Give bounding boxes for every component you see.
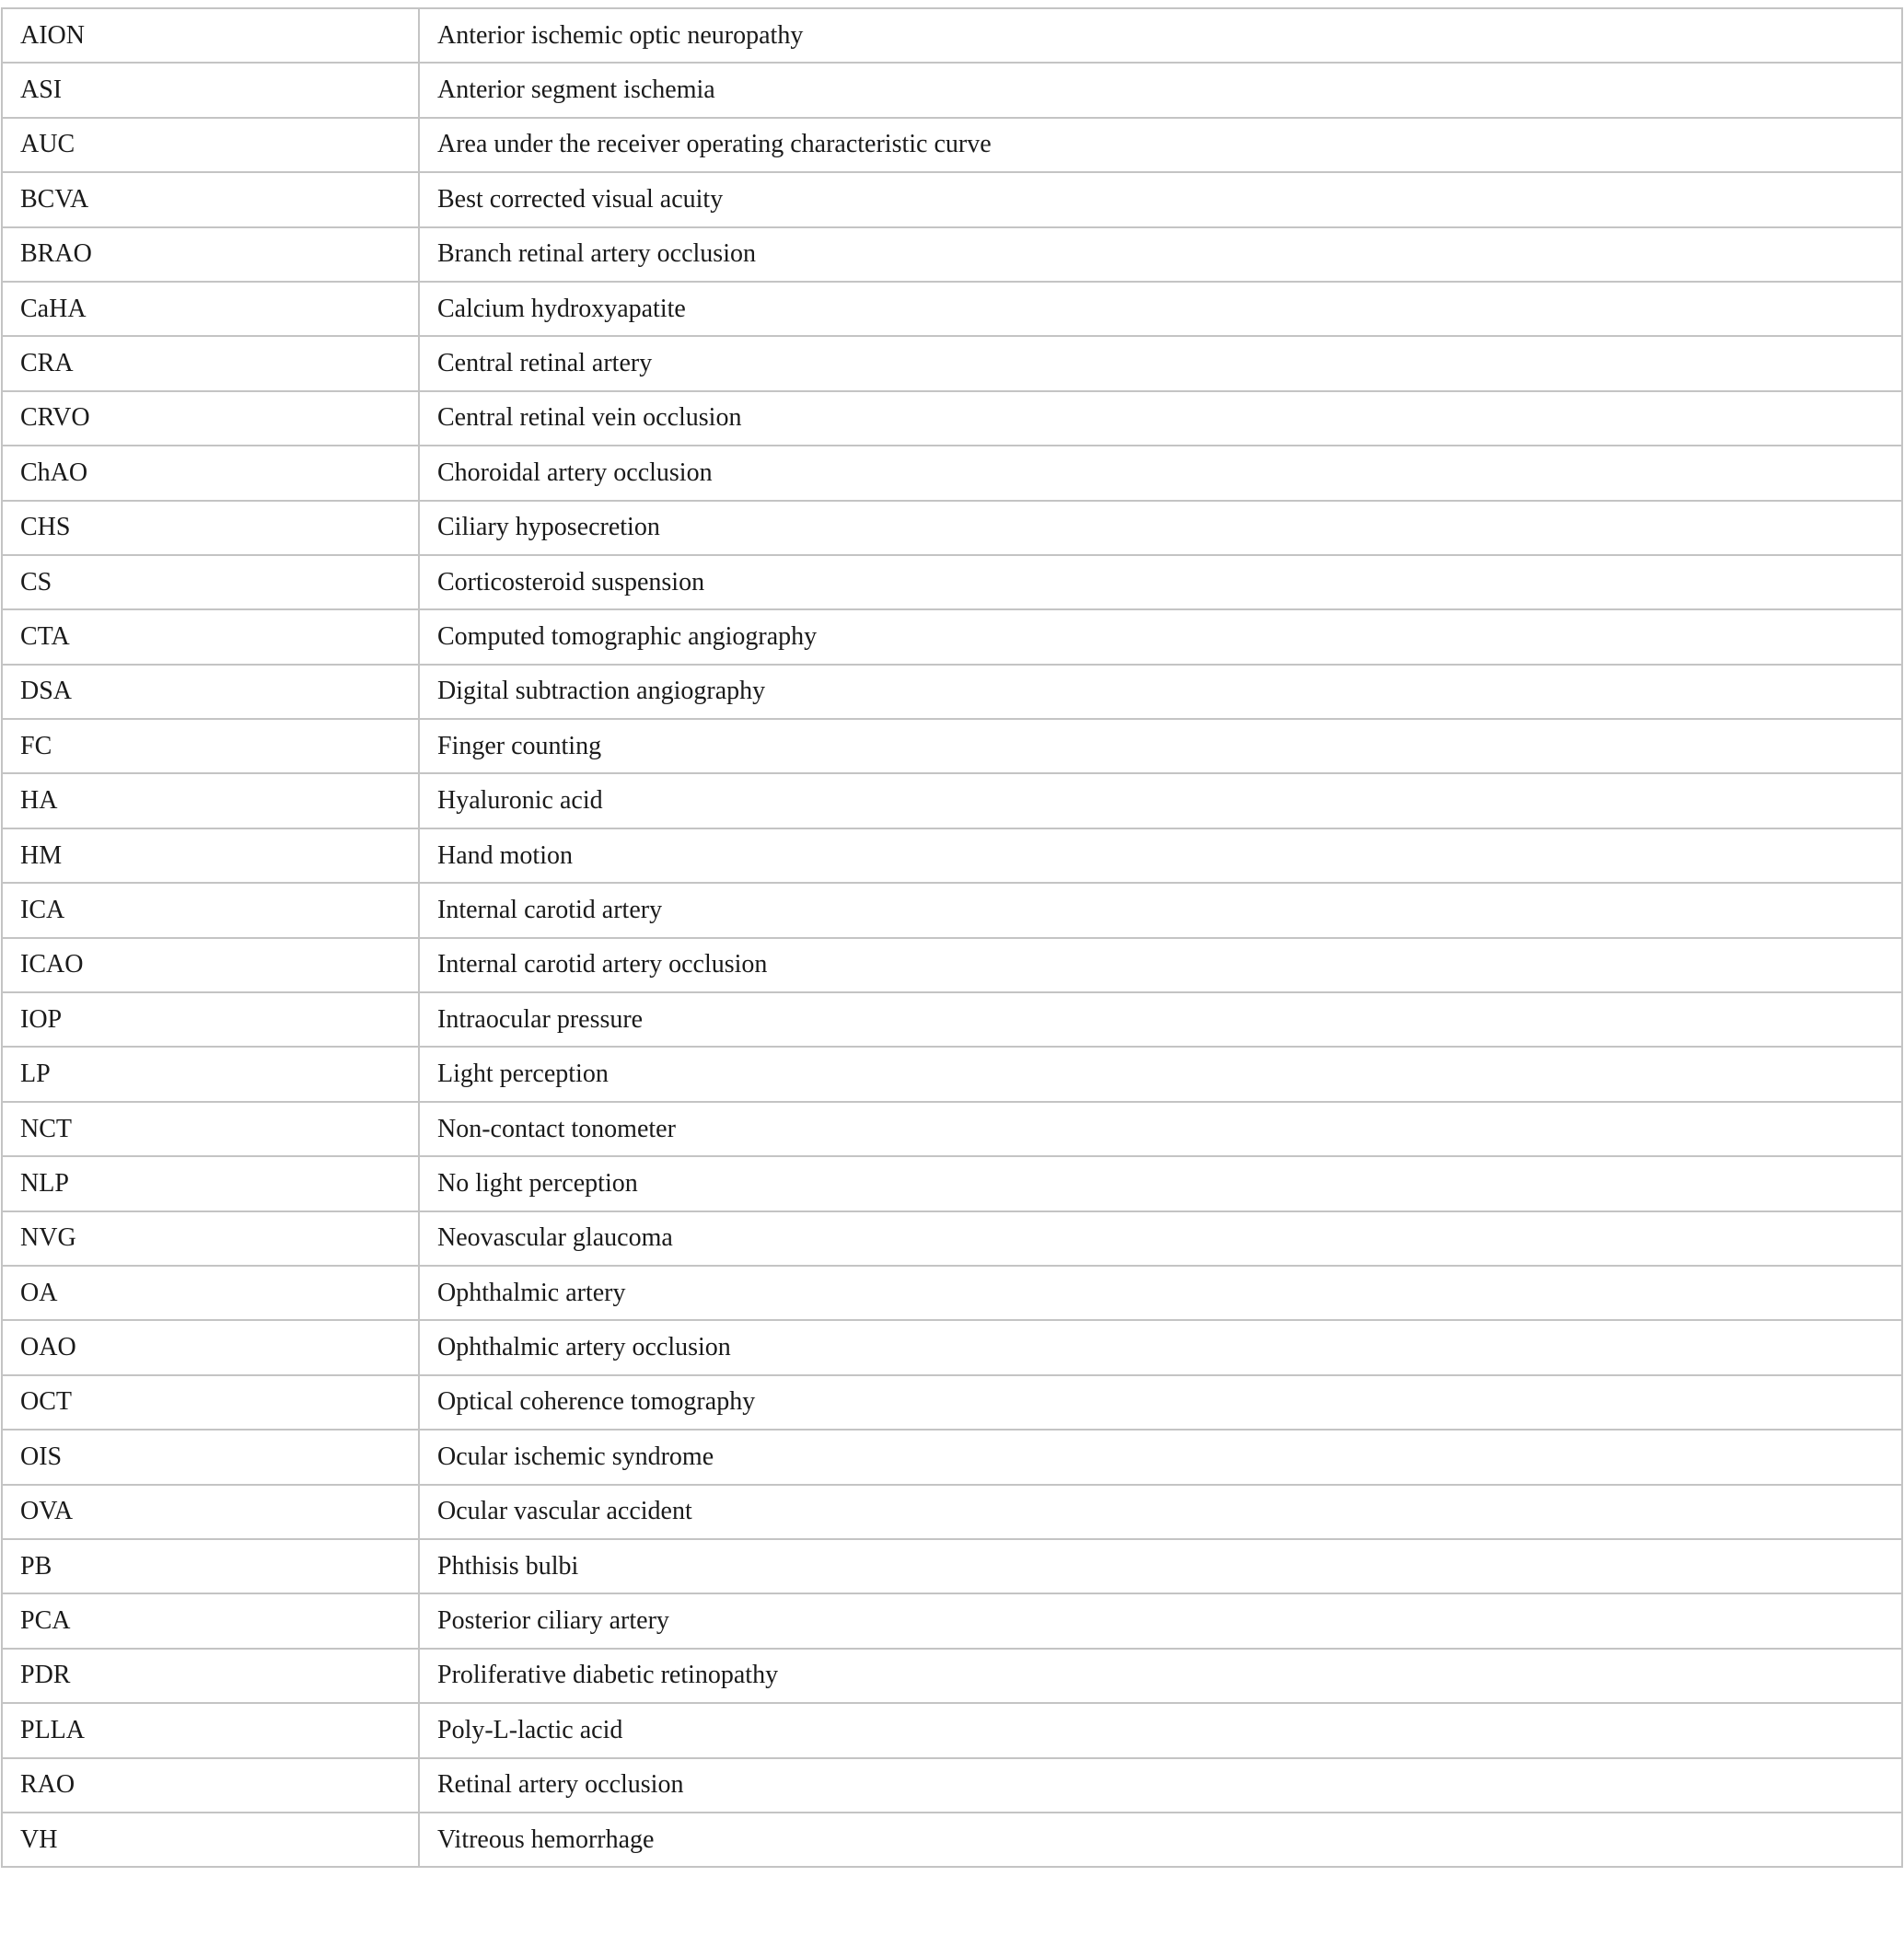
definition-cell: Neovascular glaucoma [419, 1211, 1902, 1266]
abbreviation-cell: DSA [2, 665, 419, 719]
definition-cell: Ophthalmic artery occlusion [419, 1320, 1902, 1374]
definition-cell: Anterior segment ischemia [419, 63, 1902, 117]
abbreviation-cell: NLP [2, 1156, 419, 1210]
abbreviation-cell: PLLA [2, 1703, 419, 1757]
table-row [2, 501, 1902, 555]
definition-cell: Branch retinal artery occlusion [419, 227, 1902, 282]
table-row [2, 1703, 1902, 1757]
definition-cell: Non-contact tonometer [419, 1102, 1902, 1156]
table-row [2, 1593, 1902, 1648]
table-row [2, 8, 1902, 63]
definition-cell: No light perception [419, 1156, 1902, 1210]
definition-cell: Digital subtraction angiography [419, 665, 1902, 719]
abbreviation-cell: OAO [2, 1320, 419, 1374]
abbreviation-cell: LP [2, 1047, 419, 1101]
table-row [2, 282, 1902, 336]
abbreviation-cell: CRVO [2, 391, 419, 446]
abbreviation-cell: PCA [2, 1593, 419, 1648]
table-row [2, 172, 1902, 226]
table-row [2, 1813, 1902, 1867]
definition-cell: Central retinal artery [419, 336, 1902, 390]
definition-cell: Internal carotid artery occlusion [419, 938, 1902, 992]
table-row [2, 883, 1902, 937]
definition-cell: Best corrected visual acuity [419, 172, 1902, 226]
table-row [2, 1156, 1902, 1210]
table-row [2, 992, 1902, 1047]
abbreviation-cell: HM [2, 828, 419, 883]
definition-cell: Proliferative diabetic retinopathy [419, 1649, 1902, 1703]
abbreviation-cell: IOP [2, 992, 419, 1047]
definition-cell: Posterior ciliary artery [419, 1593, 1902, 1648]
table-row [2, 1375, 1902, 1430]
abbreviation-cell: OIS [2, 1430, 419, 1484]
abbreviation-cell: ICA [2, 883, 419, 937]
definition-cell: Vitreous hemorrhage [419, 1813, 1902, 1867]
abbreviation-cell: BCVA [2, 172, 419, 226]
abbreviation-cell: CaHA [2, 282, 419, 336]
definition-cell: Hyaluronic acid [419, 773, 1902, 828]
abbreviations-table [1, 7, 1903, 1868]
table-row [2, 1211, 1902, 1266]
abbreviation-cell: HA [2, 773, 419, 828]
abbreviations-table-body [2, 8, 1902, 1867]
definition-cell: Finger counting [419, 719, 1902, 773]
abbreviation-cell: FC [2, 719, 419, 773]
definition-cell: Retinal artery occlusion [419, 1758, 1902, 1813]
abbreviation-cell: OVA [2, 1485, 419, 1539]
table-row [2, 1485, 1902, 1539]
definition-cell: Area under the receiver operating characteristic curve [419, 118, 1902, 172]
table-row [2, 1320, 1902, 1374]
table-row [2, 1047, 1902, 1101]
definition-cell: Poly-L-lactic acid [419, 1703, 1902, 1757]
abbreviation-cell: ICAO [2, 938, 419, 992]
abbreviation-cell: BRAO [2, 227, 419, 282]
table-row [2, 1266, 1902, 1320]
table-row [2, 555, 1902, 609]
table-row [2, 63, 1902, 117]
table-row [2, 938, 1902, 992]
abbreviation-cell: AION [2, 8, 419, 63]
abbreviation-cell: OCT [2, 1375, 419, 1430]
definition-cell: Intraocular pressure [419, 992, 1902, 1047]
table-row [2, 1649, 1902, 1703]
abbreviation-cell: AUC [2, 118, 419, 172]
table-row [2, 1539, 1902, 1593]
definition-cell: Ciliary hyposecretion [419, 501, 1902, 555]
abbreviation-cell: PDR [2, 1649, 419, 1703]
table-row [2, 665, 1902, 719]
abbreviation-cell: NCT [2, 1102, 419, 1156]
table-row [2, 336, 1902, 390]
abbreviation-cell: CTA [2, 609, 419, 664]
definition-cell: Ocular vascular accident [419, 1485, 1902, 1539]
table-row [2, 1102, 1902, 1156]
definition-cell: Central retinal vein occlusion [419, 391, 1902, 446]
definition-cell: Computed tomographic angiography [419, 609, 1902, 664]
definition-cell: Ocular ischemic syndrome [419, 1430, 1902, 1484]
abbreviation-cell: ASI [2, 63, 419, 117]
definition-cell: Light perception [419, 1047, 1902, 1101]
abbreviation-cell: PB [2, 1539, 419, 1593]
definition-cell: Phthisis bulbi [419, 1539, 1902, 1593]
abbreviation-cell: RAO [2, 1758, 419, 1813]
abbreviation-cell: CS [2, 555, 419, 609]
table-row [2, 227, 1902, 282]
table-row [2, 719, 1902, 773]
table-row [2, 1758, 1902, 1813]
table-row [2, 1430, 1902, 1484]
table-row [2, 773, 1902, 828]
definition-cell: Choroidal artery occlusion [419, 446, 1902, 500]
table-row [2, 446, 1902, 500]
abbreviation-cell: VH [2, 1813, 419, 1867]
abbreviation-cell: CHS [2, 501, 419, 555]
definition-cell: Anterior ischemic optic neuropathy [419, 8, 1902, 63]
definition-cell: Calcium hydroxyapatite [419, 282, 1902, 336]
abbreviation-cell: NVG [2, 1211, 419, 1266]
definition-cell: Hand motion [419, 828, 1902, 883]
definition-cell: Ophthalmic artery [419, 1266, 1902, 1320]
table-row [2, 828, 1902, 883]
table-row [2, 118, 1902, 172]
definition-cell: Internal carotid artery [419, 883, 1902, 937]
table-row [2, 391, 1902, 446]
definition-cell: Corticosteroid suspension [419, 555, 1902, 609]
abbreviation-cell: OA [2, 1266, 419, 1320]
table-row [2, 609, 1902, 664]
definition-cell: Optical coherence tomography [419, 1375, 1902, 1430]
abbreviation-cell: ChAO [2, 446, 419, 500]
abbreviation-cell: CRA [2, 336, 419, 390]
